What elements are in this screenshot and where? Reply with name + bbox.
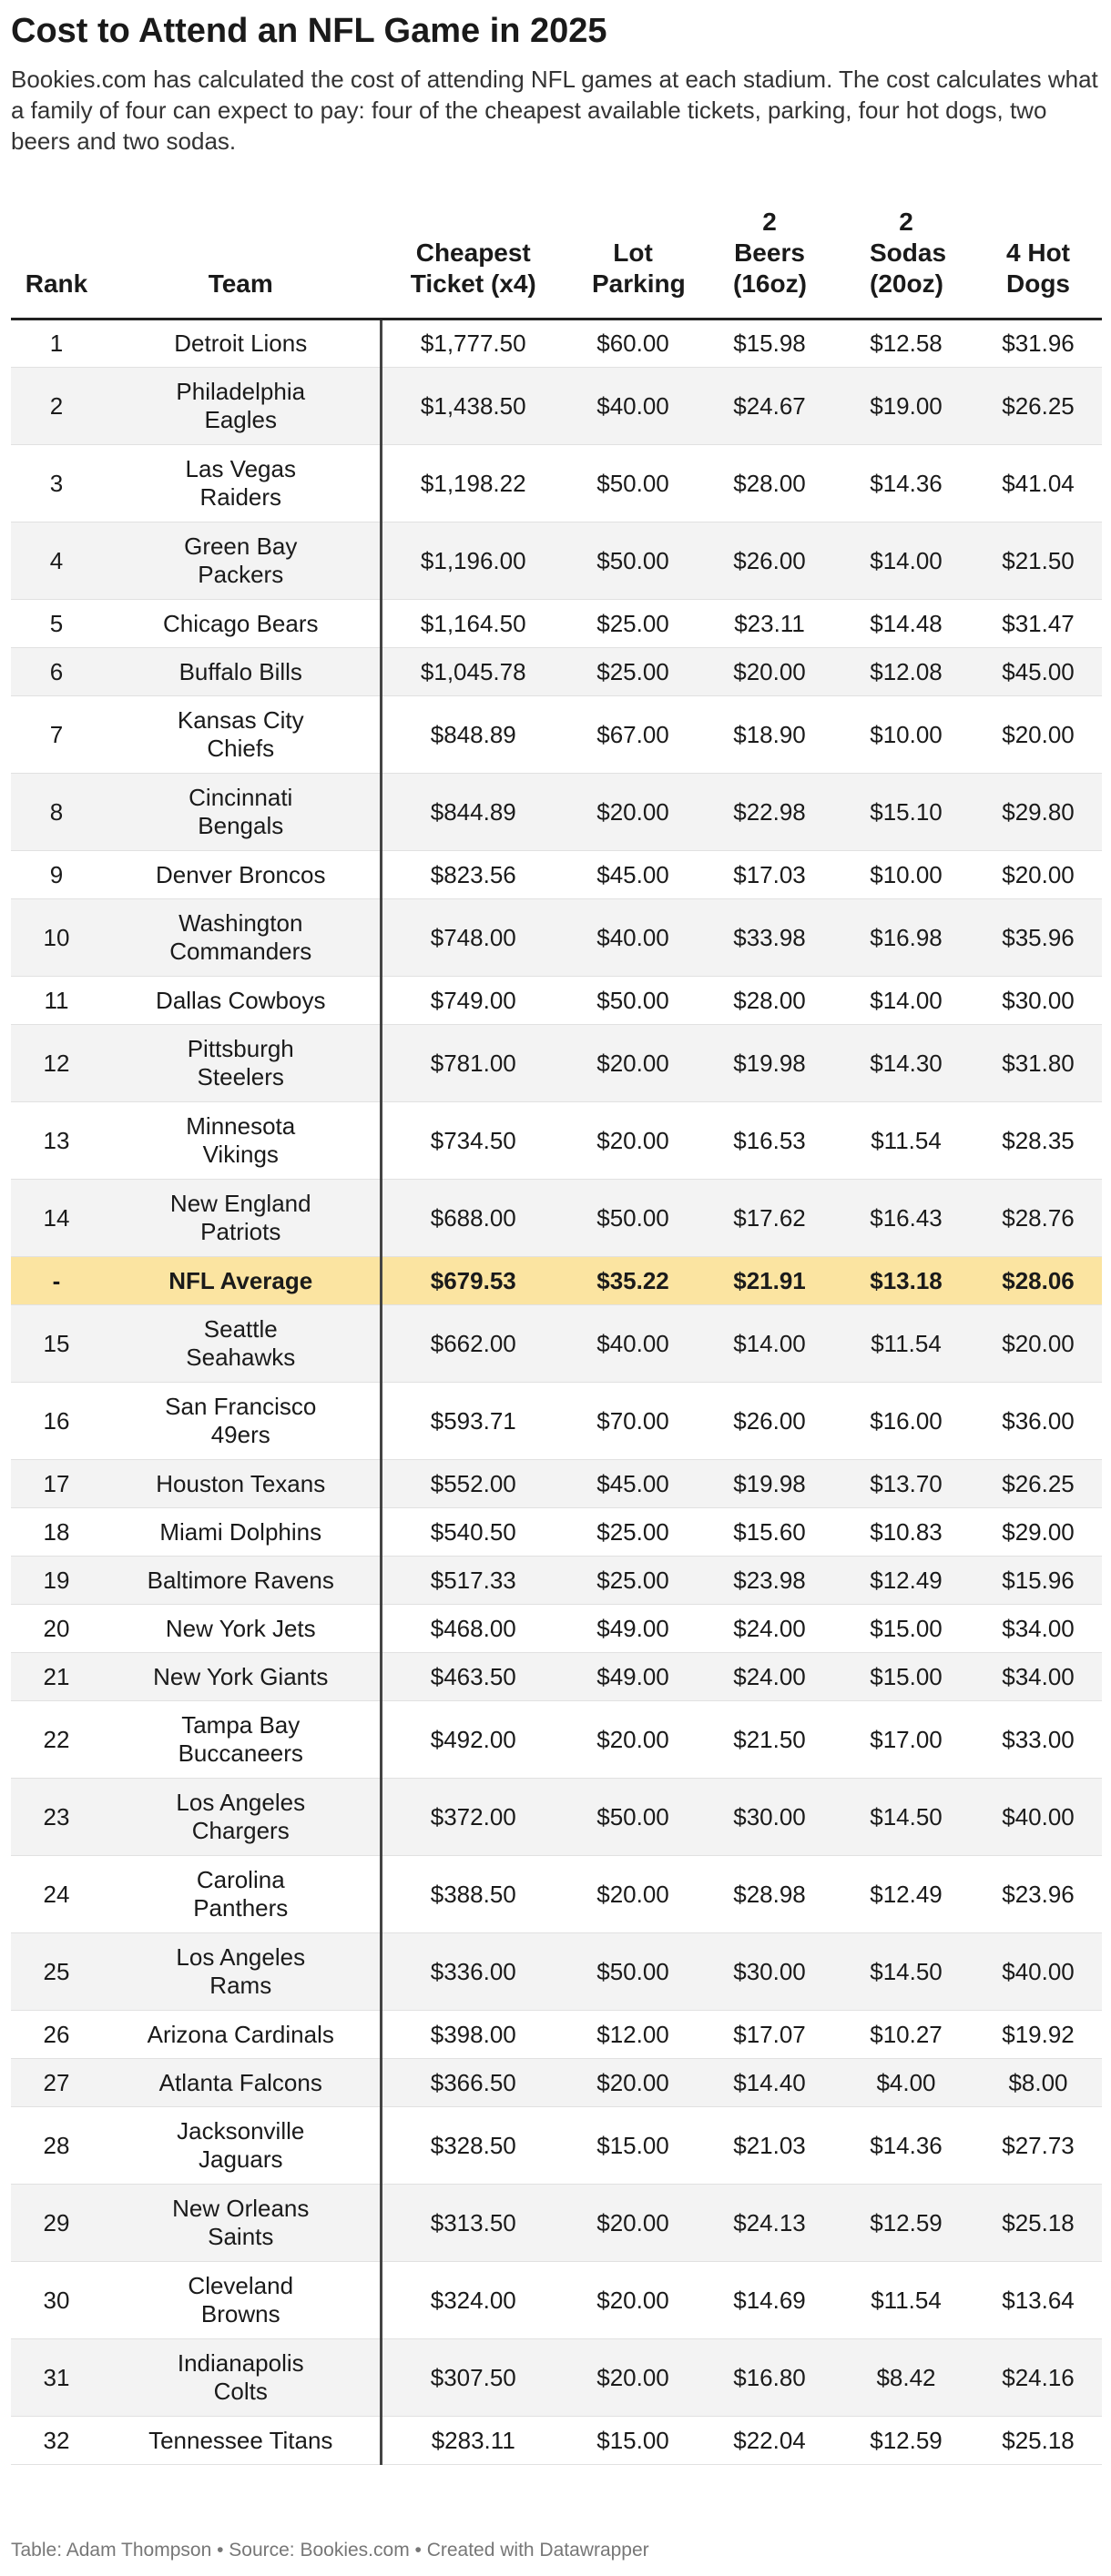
cell-beers: $28.00 bbox=[701, 445, 838, 522]
cell-ticket: $1,196.00 bbox=[381, 522, 565, 600]
cell-ticket: $492.00 bbox=[381, 1701, 565, 1779]
cell-sodas: $15.00 bbox=[838, 1653, 974, 1701]
cell-rank: 7 bbox=[11, 696, 102, 774]
cell-hotdogs: $26.25 bbox=[974, 1460, 1102, 1508]
table-row bbox=[11, 1102, 1102, 1180]
cell-hotdogs: $40.00 bbox=[974, 1933, 1102, 2011]
cell-parking: $20.00 bbox=[565, 2185, 701, 2262]
cell-rank: 17 bbox=[11, 1460, 102, 1508]
cell-hotdogs: $31.96 bbox=[974, 319, 1102, 368]
cell-rank: 12 bbox=[11, 1025, 102, 1102]
cell-ticket: $328.50 bbox=[381, 2107, 565, 2185]
cell-parking: $20.00 bbox=[565, 1856, 701, 1933]
cell-rank: 32 bbox=[11, 2417, 102, 2465]
cell-ticket: $517.33 bbox=[381, 1557, 565, 1605]
cell-rank: 4 bbox=[11, 522, 102, 600]
cell-parking: $50.00 bbox=[565, 522, 701, 600]
description: Bookies.com has calculated the cost of attending NFL games at each stadium. The cost calculates what a family of four can expect to pay: four of the cheapest available tickets, parking, four hot dogs, two beers and two sodas. bbox=[11, 66, 1098, 155]
cell-sodas: $14.00 bbox=[838, 522, 974, 600]
table-row bbox=[11, 977, 1102, 1025]
cell-sodas: $14.50 bbox=[838, 1779, 974, 1856]
cell-hotdogs: $28.76 bbox=[974, 1180, 1102, 1257]
cell-hotdogs: $25.18 bbox=[974, 2417, 1102, 2465]
cell-beers: $15.98 bbox=[701, 319, 838, 368]
cell-team: Cleveland Browns bbox=[102, 2262, 381, 2339]
cell-sodas: $17.00 bbox=[838, 1701, 974, 1779]
cell-rank: 9 bbox=[11, 851, 102, 899]
cell-sodas: $12.08 bbox=[838, 648, 974, 696]
cell-ticket: $388.50 bbox=[381, 1856, 565, 1933]
cell-team: Kansas City Chiefs bbox=[102, 696, 381, 774]
cell-ticket: $1,045.78 bbox=[381, 648, 565, 696]
cell-beers: $24.13 bbox=[701, 2185, 838, 2262]
cell-hotdogs: $25.18 bbox=[974, 2185, 1102, 2262]
cell-sodas: $13.18 bbox=[838, 1257, 974, 1305]
table-row bbox=[11, 319, 1102, 368]
header-rank: Rank bbox=[11, 207, 102, 319]
cell-parking: $20.00 bbox=[565, 1701, 701, 1779]
cell-hotdogs: $28.35 bbox=[974, 1102, 1102, 1180]
cell-hotdogs: $13.64 bbox=[974, 2262, 1102, 2339]
cell-rank: 22 bbox=[11, 1701, 102, 1779]
cell-beers: $22.04 bbox=[701, 2417, 838, 2465]
table-row bbox=[11, 1557, 1102, 1605]
cell-team: New England Patriots bbox=[102, 1180, 381, 1257]
cell-parking: $60.00 bbox=[565, 319, 701, 368]
cell-team: Tampa Bay Buccaneers bbox=[102, 1701, 381, 1779]
cell-team: NFL Average bbox=[102, 1257, 381, 1305]
cell-ticket: $679.53 bbox=[381, 1257, 565, 1305]
cell-beers: $21.91 bbox=[701, 1257, 838, 1305]
cell-sodas: $14.36 bbox=[838, 2107, 974, 2185]
cell-hotdogs: $20.00 bbox=[974, 696, 1102, 774]
header-row bbox=[11, 207, 1102, 319]
cell-ticket: $307.50 bbox=[381, 2339, 565, 2417]
cell-ticket: $372.00 bbox=[381, 1779, 565, 1856]
cell-hotdogs: $31.80 bbox=[974, 1025, 1102, 1102]
cell-beers: $26.00 bbox=[701, 522, 838, 600]
cell-beers: $26.00 bbox=[701, 1383, 838, 1460]
cell-beers: $21.03 bbox=[701, 2107, 838, 2185]
cell-rank: 11 bbox=[11, 977, 102, 1025]
cell-hotdogs: $19.92 bbox=[974, 2011, 1102, 2059]
table-row bbox=[11, 445, 1102, 522]
cell-beers: $23.98 bbox=[701, 1557, 838, 1605]
cell-beers: $24.67 bbox=[701, 368, 838, 445]
table-row bbox=[11, 1779, 1102, 1856]
cell-hotdogs: $36.00 bbox=[974, 1383, 1102, 1460]
cell-parking: $20.00 bbox=[565, 2059, 701, 2107]
cell-ticket: $1,438.50 bbox=[381, 368, 565, 445]
cell-hotdogs: $28.06 bbox=[974, 1257, 1102, 1305]
cell-ticket: $463.50 bbox=[381, 1653, 565, 1701]
cell-hotdogs: $26.25 bbox=[974, 368, 1102, 445]
cell-team: Buffalo Bills bbox=[102, 648, 381, 696]
table-row bbox=[11, 600, 1102, 648]
cell-ticket: $1,164.50 bbox=[381, 600, 565, 648]
cell-ticket: $468.00 bbox=[381, 1605, 565, 1653]
header-team: Team bbox=[102, 207, 381, 319]
cell-sodas: $10.00 bbox=[838, 851, 974, 899]
cell-parking: $40.00 bbox=[565, 368, 701, 445]
cell-team: Detroit Lions bbox=[102, 319, 381, 368]
cell-rank: 23 bbox=[11, 1779, 102, 1856]
cell-sodas: $12.49 bbox=[838, 1557, 974, 1605]
cell-parking: $20.00 bbox=[565, 1025, 701, 1102]
cell-beers: $16.53 bbox=[701, 1102, 838, 1180]
cell-rank: 20 bbox=[11, 1605, 102, 1653]
cell-team: Atlanta Falcons bbox=[102, 2059, 381, 2107]
header-hotdogs: 4 Hot Dogs bbox=[974, 207, 1102, 319]
cell-team: New Orleans Saints bbox=[102, 2185, 381, 2262]
cell-hotdogs: $34.00 bbox=[974, 1605, 1102, 1653]
cell-rank: 30 bbox=[11, 2262, 102, 2339]
page-title: Cost to Attend an NFL Game in 2025 bbox=[11, 12, 607, 50]
cell-beers: $24.00 bbox=[701, 1605, 838, 1653]
table-row bbox=[11, 2011, 1102, 2059]
cell-parking: $50.00 bbox=[565, 1933, 701, 2011]
cell-team: Jacksonville Jaguars bbox=[102, 2107, 381, 2185]
cell-parking: $20.00 bbox=[565, 1102, 701, 1180]
cell-parking: $12.00 bbox=[565, 2011, 701, 2059]
table-row bbox=[11, 1701, 1102, 1779]
cell-ticket: $781.00 bbox=[381, 1025, 565, 1102]
cell-beers: $28.00 bbox=[701, 977, 838, 1025]
cell-ticket: $823.56 bbox=[381, 851, 565, 899]
table-row bbox=[11, 1653, 1102, 1701]
cell-beers: $16.80 bbox=[701, 2339, 838, 2417]
cell-parking: $20.00 bbox=[565, 774, 701, 851]
cell-sodas: $14.00 bbox=[838, 977, 974, 1025]
average-row bbox=[11, 1257, 1102, 1305]
cell-ticket: $734.50 bbox=[381, 1102, 565, 1180]
table-row bbox=[11, 851, 1102, 899]
cell-sodas: $19.00 bbox=[838, 368, 974, 445]
table-row bbox=[11, 522, 1102, 600]
cell-team: Los Angeles Chargers bbox=[102, 1779, 381, 1856]
cell-hotdogs: $41.04 bbox=[974, 445, 1102, 522]
cell-team: Chicago Bears bbox=[102, 600, 381, 648]
cell-beers: $15.60 bbox=[701, 1508, 838, 1557]
cell-ticket: $552.00 bbox=[381, 1460, 565, 1508]
cell-rank: 14 bbox=[11, 1180, 102, 1257]
header-beers: 2 Beers (16oz) bbox=[701, 207, 838, 319]
cell-beers: $30.00 bbox=[701, 1779, 838, 1856]
cell-ticket: $688.00 bbox=[381, 1180, 565, 1257]
table-row bbox=[11, 1383, 1102, 1460]
cell-sodas: $12.59 bbox=[838, 2185, 974, 2262]
cell-team: Tennessee Titans bbox=[102, 2417, 381, 2465]
footer-credit: Table: Adam Thompson • Source: Bookies.com • Created with Datawrapper bbox=[11, 2540, 649, 2561]
table-row bbox=[11, 2059, 1102, 2107]
cell-sodas: $15.10 bbox=[838, 774, 974, 851]
cell-team: Arizona Cardinals bbox=[102, 2011, 381, 2059]
cell-parking: $35.22 bbox=[565, 1257, 701, 1305]
cell-rank: 26 bbox=[11, 2011, 102, 2059]
table-row bbox=[11, 899, 1102, 977]
cell-beers: $21.50 bbox=[701, 1701, 838, 1779]
cell-ticket: $593.71 bbox=[381, 1383, 565, 1460]
cell-team: New York Jets bbox=[102, 1605, 381, 1653]
cell-ticket: $748.00 bbox=[381, 899, 565, 977]
cost-table bbox=[11, 207, 1102, 2465]
table-row bbox=[11, 648, 1102, 696]
table-row bbox=[11, 2339, 1102, 2417]
cell-team: Dallas Cowboys bbox=[102, 977, 381, 1025]
cell-sodas: $8.42 bbox=[838, 2339, 974, 2417]
cell-parking: $15.00 bbox=[565, 2107, 701, 2185]
cell-hotdogs: $29.80 bbox=[974, 774, 1102, 851]
table-row bbox=[11, 2262, 1102, 2339]
cell-hotdogs: $45.00 bbox=[974, 648, 1102, 696]
cell-beers: $28.98 bbox=[701, 1856, 838, 1933]
cell-team: Indianapolis Colts bbox=[102, 2339, 381, 2417]
table-row bbox=[11, 774, 1102, 851]
cell-ticket: $283.11 bbox=[381, 2417, 565, 2465]
table-row bbox=[11, 1856, 1102, 1933]
cell-sodas: $13.70 bbox=[838, 1460, 974, 1508]
cell-beers: $22.98 bbox=[701, 774, 838, 851]
cell-parking: $50.00 bbox=[565, 445, 701, 522]
cell-ticket: $366.50 bbox=[381, 2059, 565, 2107]
table-row bbox=[11, 1933, 1102, 2011]
cell-rank: 29 bbox=[11, 2185, 102, 2262]
cell-beers: $17.62 bbox=[701, 1180, 838, 1257]
cell-hotdogs: $15.96 bbox=[974, 1557, 1102, 1605]
cell-sodas: $12.49 bbox=[838, 1856, 974, 1933]
cell-hotdogs: $23.96 bbox=[974, 1856, 1102, 1933]
cell-ticket: $540.50 bbox=[381, 1508, 565, 1557]
cell-hotdogs: $35.96 bbox=[974, 899, 1102, 977]
cell-ticket: $313.50 bbox=[381, 2185, 565, 2262]
header-ticket: Cheapest Ticket (x4) bbox=[381, 207, 565, 319]
cell-rank: 24 bbox=[11, 1856, 102, 1933]
table-row bbox=[11, 696, 1102, 774]
cell-parking: $25.00 bbox=[565, 1508, 701, 1557]
cell-sodas: $16.98 bbox=[838, 899, 974, 977]
cell-parking: $50.00 bbox=[565, 977, 701, 1025]
cell-hotdogs: $8.00 bbox=[974, 2059, 1102, 2107]
cell-rank: 19 bbox=[11, 1557, 102, 1605]
cell-beers: $30.00 bbox=[701, 1933, 838, 2011]
cell-rank: 18 bbox=[11, 1508, 102, 1557]
cell-sodas: $14.48 bbox=[838, 600, 974, 648]
table-row bbox=[11, 368, 1102, 445]
cell-hotdogs: $29.00 bbox=[974, 1508, 1102, 1557]
cell-beers: $19.98 bbox=[701, 1460, 838, 1508]
cell-parking: $50.00 bbox=[565, 1779, 701, 1856]
table-body bbox=[11, 319, 1102, 2465]
cell-hotdogs: $31.47 bbox=[974, 600, 1102, 648]
cell-sodas: $14.36 bbox=[838, 445, 974, 522]
cell-team: San Francisco 49ers bbox=[102, 1383, 381, 1460]
cell-ticket: $749.00 bbox=[381, 977, 565, 1025]
cell-hotdogs: $27.73 bbox=[974, 2107, 1102, 2185]
cell-team: Minnesota Vikings bbox=[102, 1102, 381, 1180]
cell-team: Philadelphia Eagles bbox=[102, 368, 381, 445]
cell-rank: 31 bbox=[11, 2339, 102, 2417]
cell-sodas: $14.30 bbox=[838, 1025, 974, 1102]
cell-beers: $33.98 bbox=[701, 899, 838, 977]
cell-parking: $50.00 bbox=[565, 1180, 701, 1257]
cell-hotdogs: $20.00 bbox=[974, 851, 1102, 899]
cell-beers: $19.98 bbox=[701, 1025, 838, 1102]
cell-parking: $20.00 bbox=[565, 2339, 701, 2417]
cell-rank: 16 bbox=[11, 1383, 102, 1460]
cell-team: Pittsburgh Steelers bbox=[102, 1025, 381, 1102]
cell-sodas: $12.59 bbox=[838, 2417, 974, 2465]
cell-beers: $17.07 bbox=[701, 2011, 838, 2059]
cell-beers: $23.11 bbox=[701, 600, 838, 648]
cell-parking: $40.00 bbox=[565, 1305, 701, 1383]
cell-parking: $45.00 bbox=[565, 851, 701, 899]
cell-ticket: $848.89 bbox=[381, 696, 565, 774]
cell-parking: $70.00 bbox=[565, 1383, 701, 1460]
table-row bbox=[11, 2417, 1102, 2465]
cell-team: Denver Broncos bbox=[102, 851, 381, 899]
table-row bbox=[11, 1305, 1102, 1383]
table-row bbox=[11, 1460, 1102, 1508]
table-row bbox=[11, 2185, 1102, 2262]
cell-rank: 25 bbox=[11, 1933, 102, 2011]
cell-parking: $25.00 bbox=[565, 1557, 701, 1605]
cell-sodas: $11.54 bbox=[838, 1102, 974, 1180]
cell-ticket: $324.00 bbox=[381, 2262, 565, 2339]
cell-team: Baltimore Ravens bbox=[102, 1557, 381, 1605]
cell-team: Cincinnati Bengals bbox=[102, 774, 381, 851]
cell-ticket: $1,198.22 bbox=[381, 445, 565, 522]
cell-parking: $20.00 bbox=[565, 2262, 701, 2339]
cell-beers: $17.03 bbox=[701, 851, 838, 899]
header-sodas: 2 Sodas (20oz) bbox=[838, 207, 974, 319]
cell-sodas: $10.83 bbox=[838, 1508, 974, 1557]
table-row bbox=[11, 1605, 1102, 1653]
cell-team: Los Angeles Rams bbox=[102, 1933, 381, 2011]
table-row bbox=[11, 1508, 1102, 1557]
cell-sodas: $10.00 bbox=[838, 696, 974, 774]
cell-beers: $14.00 bbox=[701, 1305, 838, 1383]
cell-sodas: $11.54 bbox=[838, 1305, 974, 1383]
cell-ticket: $662.00 bbox=[381, 1305, 565, 1383]
table-row bbox=[11, 1025, 1102, 1102]
cell-hotdogs: $30.00 bbox=[974, 977, 1102, 1025]
cell-rank: 28 bbox=[11, 2107, 102, 2185]
cell-beers: $14.69 bbox=[701, 2262, 838, 2339]
cell-team: New York Giants bbox=[102, 1653, 381, 1701]
header-parking: Lot Parking bbox=[565, 207, 701, 319]
cell-hotdogs: $33.00 bbox=[974, 1701, 1102, 1779]
cell-ticket: $1,777.50 bbox=[381, 319, 565, 368]
cell-parking: $25.00 bbox=[565, 648, 701, 696]
cell-sodas: $15.00 bbox=[838, 1605, 974, 1653]
cell-rank: 5 bbox=[11, 600, 102, 648]
cell-sodas: $4.00 bbox=[838, 2059, 974, 2107]
cell-sodas: $16.00 bbox=[838, 1383, 974, 1460]
cell-rank: - bbox=[11, 1257, 102, 1305]
cell-parking: $15.00 bbox=[565, 2417, 701, 2465]
cell-rank: 10 bbox=[11, 899, 102, 977]
cell-hotdogs: $40.00 bbox=[974, 1779, 1102, 1856]
cell-team: Washington Commanders bbox=[102, 899, 381, 977]
cell-rank: 15 bbox=[11, 1305, 102, 1383]
cell-team: Houston Texans bbox=[102, 1460, 381, 1508]
cell-beers: $14.40 bbox=[701, 2059, 838, 2107]
cell-rank: 21 bbox=[11, 1653, 102, 1701]
cell-rank: 1 bbox=[11, 319, 102, 368]
cell-ticket: $398.00 bbox=[381, 2011, 565, 2059]
cell-team: Green Bay Packers bbox=[102, 522, 381, 600]
table-row bbox=[11, 1180, 1102, 1257]
cell-rank: 2 bbox=[11, 368, 102, 445]
cell-beers: $18.90 bbox=[701, 696, 838, 774]
cell-hotdogs: $24.16 bbox=[974, 2339, 1102, 2417]
cell-parking: $40.00 bbox=[565, 899, 701, 977]
cell-hotdogs: $34.00 bbox=[974, 1653, 1102, 1701]
cell-sodas: $12.58 bbox=[838, 319, 974, 368]
cell-ticket: $844.89 bbox=[381, 774, 565, 851]
cell-ticket: $336.00 bbox=[381, 1933, 565, 2011]
cell-parking: $67.00 bbox=[565, 696, 701, 774]
cell-team: Miami Dolphins bbox=[102, 1508, 381, 1557]
cell-parking: $49.00 bbox=[565, 1605, 701, 1653]
cell-hotdogs: $20.00 bbox=[974, 1305, 1102, 1383]
cell-parking: $45.00 bbox=[565, 1460, 701, 1508]
cell-rank: 27 bbox=[11, 2059, 102, 2107]
cell-parking: $25.00 bbox=[565, 600, 701, 648]
cell-sodas: $10.27 bbox=[838, 2011, 974, 2059]
cell-sodas: $16.43 bbox=[838, 1180, 974, 1257]
table-row bbox=[11, 2107, 1102, 2185]
cell-rank: 8 bbox=[11, 774, 102, 851]
cell-team: Carolina Panthers bbox=[102, 1856, 381, 1933]
cell-beers: $24.00 bbox=[701, 1653, 838, 1701]
cell-rank: 3 bbox=[11, 445, 102, 522]
cell-hotdogs: $21.50 bbox=[974, 522, 1102, 600]
cell-sodas: $14.50 bbox=[838, 1933, 974, 2011]
cell-parking: $49.00 bbox=[565, 1653, 701, 1701]
cell-rank: 13 bbox=[11, 1102, 102, 1180]
cell-team: Las Vegas Raiders bbox=[102, 445, 381, 522]
cell-rank: 6 bbox=[11, 648, 102, 696]
cell-team: Seattle Seahawks bbox=[102, 1305, 381, 1383]
cell-sodas: $11.54 bbox=[838, 2262, 974, 2339]
cell-beers: $20.00 bbox=[701, 648, 838, 696]
